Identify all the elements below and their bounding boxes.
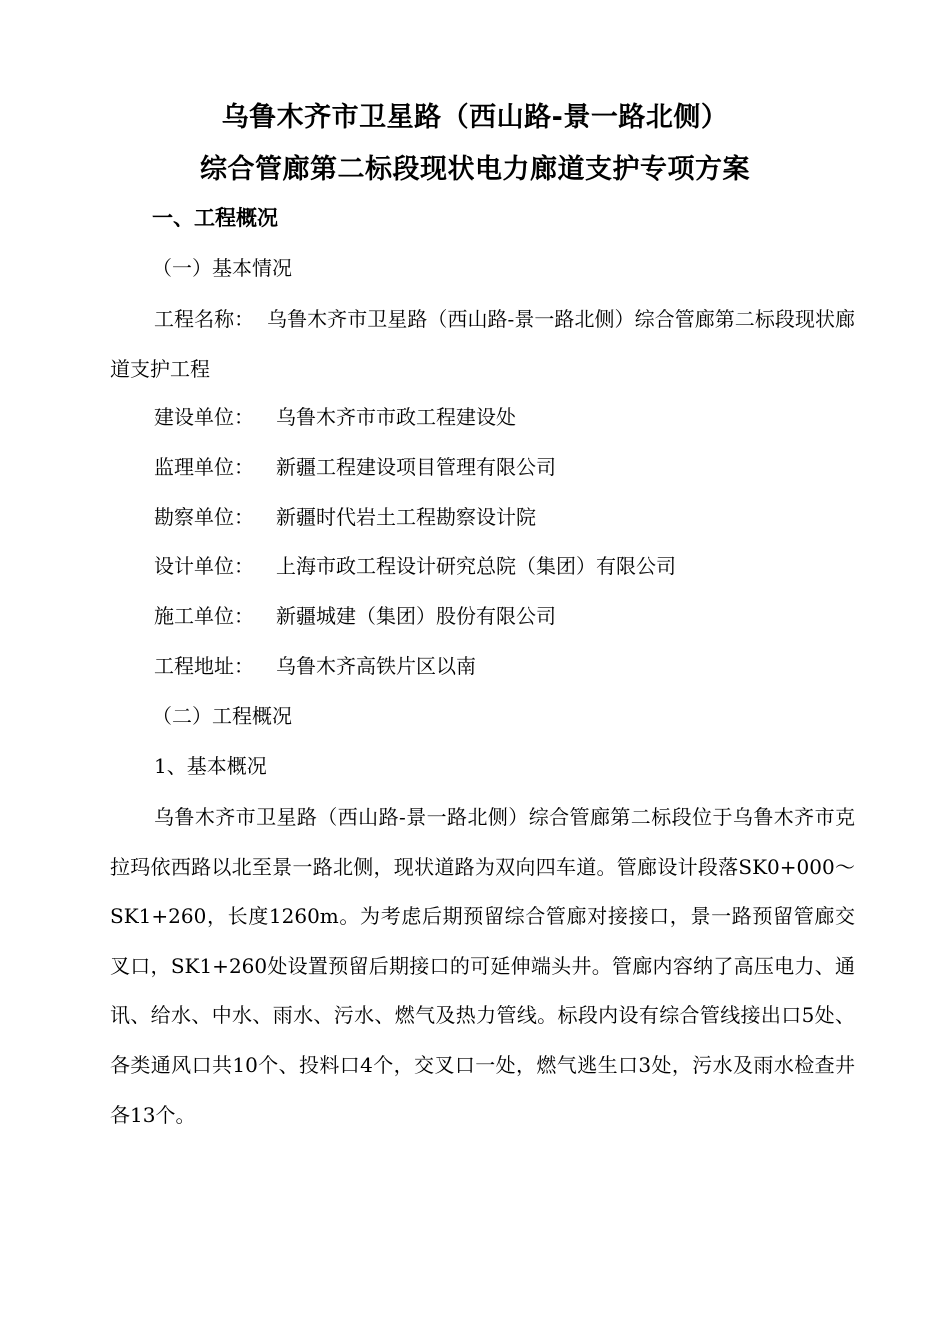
- field-row-design: [154, 551, 676, 581]
- field-label: 施工单位：: [154, 604, 254, 628]
- field-row-client: [154, 402, 516, 432]
- field-value: 新疆工程建设项目管理有限公司: [276, 455, 556, 479]
- project-name-label: 工程名称：: [154, 307, 255, 331]
- project-name-value: 乌鲁木齐市卫星路（西山路-景一路北侧）综合管廊第二标段现状廊道支护工程: [110, 307, 856, 381]
- project-name-paragraph: [110, 295, 855, 394]
- field-value: 乌鲁木齐市市政工程建设处: [276, 405, 516, 429]
- field-label: 勘察单位：: [154, 505, 254, 529]
- field-value: 乌鲁木齐高铁片区以南: [276, 654, 476, 678]
- document-title-line2: 综合管廊第二标段现状电力廊道支护专项方案: [200, 154, 750, 185]
- field-row-construction: [154, 601, 556, 631]
- field-label: 工程地址：: [154, 654, 254, 678]
- field-value: 上海市政工程设计研究总院（集团）有限公司: [276, 554, 676, 578]
- field-label: 建设单位：: [154, 405, 254, 429]
- field-label: 监理单位：: [154, 455, 254, 479]
- subsection-overview: （二）工程概况: [152, 704, 292, 728]
- field-label: 设计单位：: [154, 554, 254, 578]
- field-row-survey: [154, 502, 536, 532]
- overview-item-heading: 1、基本概况: [154, 754, 267, 778]
- field-value: 新疆城建（集团）股份有限公司: [276, 604, 556, 628]
- field-row-address: [154, 651, 476, 681]
- subsection-basic-info: （一）基本情况: [152, 256, 292, 280]
- field-value: 新疆时代岩土工程勘察设计院: [276, 505, 536, 529]
- document-title-line1: 乌鲁木齐市卫星路（西山路-景一路北侧）: [221, 102, 729, 133]
- overview-paragraph: 乌鲁木齐市卫星路（西山路-景一路北侧）综合管廊第二标段位于乌鲁木齐市克拉玛依西路以北至景一路北侧，现状道路为双向四车道。管廊设计段落SK0+000～SK1+260，长度1260m。为考虑后期预留综合管廊对接接口，景一路预留管廊交叉口，SK1+260处设置预留后期接口的可延伸端头井。管廊内容纳了高压电力、通讯、给水、中水、雨水、污水、燃气及热力管线。标段内设有综合管线接出口5处、各类通风口共10个、投料口4个，交叉口一处，燃气逃生口3处，污水及雨水检查井各13个。: [110, 805, 855, 1127]
- field-row-supervisor: [154, 452, 556, 482]
- section-heading: 一、工程概况: [152, 206, 278, 230]
